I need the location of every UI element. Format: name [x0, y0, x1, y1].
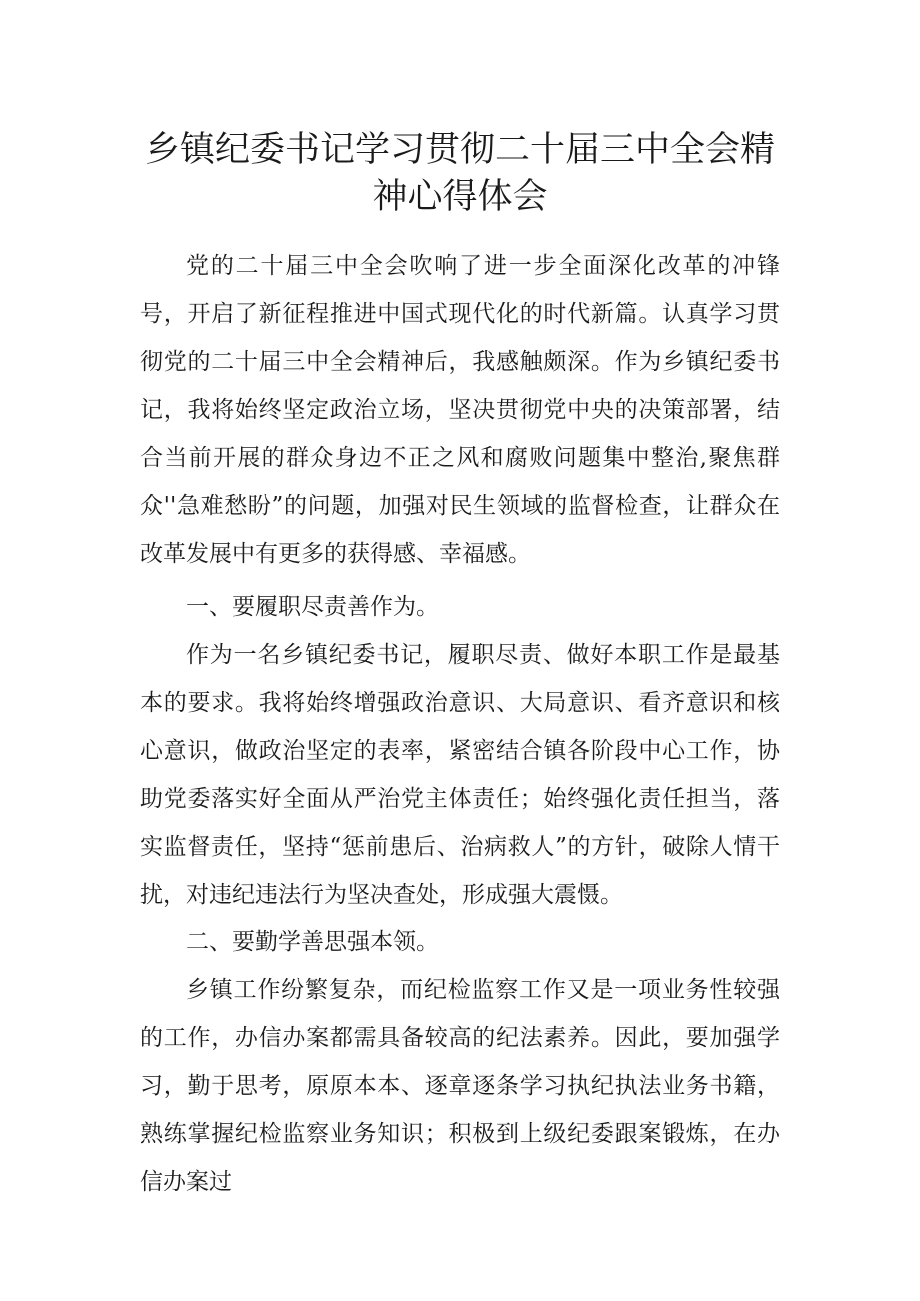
paragraph-section-1: 作为一名乡镇纪委书记，履职尽责、做好本职工作是最基本的要求。我将始终增强政治意识、大局意识、看齐意识和核心意识，做政治坚定的表率，紧密结合镇各阶段中心工作，协助党委落实好全面从严治党主体责任；始终强化责任担当，落实监督责任，坚持“惩前患后、治病救人”的方针，破除人情干扰，对违纪违法行为坚决查处，形成强大震慑。 [140, 642, 780, 908]
section-heading-1: 一、要履职尽责善作为。 [186, 594, 439, 620]
paragraph-section-2: 乡镇工作纷繁复杂，而纪检监察工作又是一项业务性较强的工作，办信办案都需具备较高的纪法素养。因此，要加强学习，勤于思考，原原本本、逐章逐条学习执纪执法业务书籍，熟练掌握纪检监察业务知识；积极到上级纪委跟案锻炼，在办信办案过 [140, 977, 780, 1195]
paragraph-intro: 党的二十届三中全会吹响了进一步全面深化改革的冲锋号，开启了新征程推进中国式现代化的时代新篇。认真学习贯彻党的二十届三中全会精神后，我感触颇深。作为乡镇纪委书记，我将始终坚定政治立场，坚决贯彻党中央的决策部署，结合当前开展的群众身边不正之风和腐败问题集中整治,聚焦群众''急难愁盼”的问题，加强对民生领域的监督检查，让群众在改革发展中有更多的获得感、幸福感。 [140, 253, 780, 567]
document-title: 乡镇纪委书记学习贯彻二十届三中全会精神心得体会 [144, 130, 775, 217]
section-heading-2: 二、要勤学善思强本领。 [186, 929, 439, 955]
